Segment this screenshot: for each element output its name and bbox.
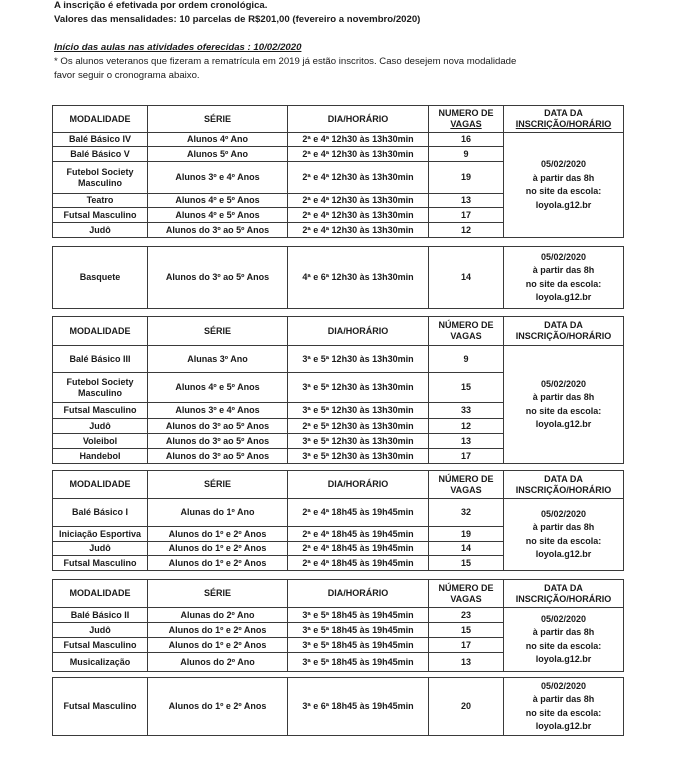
cell-serie: Alunos do 1º e 2º Anos — [148, 527, 288, 542]
cell-vagas: 19 — [429, 162, 504, 194]
cell-inscricao-info — [504, 499, 624, 571]
note-line-2: favor seguir o cronograma abaixo. — [54, 70, 200, 81]
inscricao-where: no site da escola: — [525, 278, 602, 289]
note-line-1: * Os alunos veteranos que fizeram a rematrícula em 2019 já estão inscritos. Caso desejem nova modalidade — [54, 56, 517, 67]
cell-modalidade: Judô — [53, 419, 148, 434]
cell-serie: Alunos do 3º ao 5º Anos — [148, 449, 288, 464]
cell-modalidade: Futsal Masculino — [53, 678, 148, 736]
cell-serie: Alunos 5º Ano — [148, 147, 288, 162]
table-row — [53, 678, 624, 736]
header-modalidade: MODALIDADE — [53, 471, 148, 499]
header-modalidade: MODALIDADE — [53, 106, 148, 133]
cell-modalidade: Iniciação Esportiva — [53, 527, 148, 542]
cell-dia: 2ª e 4ª 12h30 às 13h30min — [288, 162, 429, 194]
cell-dia: 2ª e 4ª 18h45 às 19h45min — [288, 527, 429, 542]
inscricao-where: no site da escola: — [525, 186, 602, 196]
table-header-row — [53, 471, 624, 499]
schedule-table-2 — [52, 246, 624, 309]
inscricao-time: à partir das 8h — [532, 392, 595, 402]
cell-serie: Alunos 4º e 5º Anos — [148, 194, 288, 208]
cell-modalidade: Teatro — [53, 194, 148, 208]
schedule-table-3 — [52, 316, 624, 464]
cell-dia: 3ª e 5ª 12h30 às 13h30min — [288, 403, 429, 419]
header-inscricao-line2: INSCRIÇÃO/HORÁRIO — [515, 331, 612, 341]
cell-modalidade: Judô — [53, 623, 148, 638]
cell-vagas: 20 — [429, 678, 504, 736]
schedule-table-1 — [52, 105, 624, 238]
cell-serie: Alunos do 1º e 2º Anos — [148, 542, 288, 556]
table-header-row — [53, 317, 624, 346]
header-vagas-line1: NUMERO DE — [438, 108, 494, 118]
cell-serie: Alunos do 2º Ano — [148, 653, 288, 672]
cell-vagas: 14 — [429, 542, 504, 556]
cell-serie: Alunos do 1º e 2º Anos — [148, 678, 288, 736]
inscricao-date: 05/02/2020 — [540, 508, 587, 519]
cell-vagas: 15 — [429, 556, 504, 571]
cell-vagas: 17 — [429, 208, 504, 223]
cell-vagas: 33 — [429, 403, 504, 419]
inscricao-site-link[interactable]: loyola.g12.br — [535, 419, 592, 429]
inscricao-date: 05/02/2020 — [540, 613, 587, 624]
intro-line-1: A inscrição é efetivada por ordem cronológica. — [54, 0, 268, 11]
cell-modalidade: Judô — [53, 223, 148, 238]
inscricao-where: no site da escola: — [525, 640, 602, 651]
cell-modalidade: Musicalização — [53, 653, 148, 672]
cell-modalidade: Balé Básico I — [53, 499, 148, 527]
inscricao-date: 05/02/2020 — [540, 251, 587, 262]
cell-modalidade: Futsal Masculino — [53, 556, 148, 571]
cell-serie: Alunas do 1º Ano — [148, 499, 288, 527]
cell-vagas: 15 — [429, 623, 504, 638]
schedule-table-5 — [52, 579, 624, 672]
header-serie: SÉRIE — [148, 580, 288, 608]
cell-dia: 2ª e 4ª 12h30 às 13h30min — [288, 194, 429, 208]
header-inscricao — [504, 580, 624, 608]
cell-dia: 2ª e 5ª 12h30 às 13h30min — [288, 419, 429, 434]
header-serie: SÉRIE — [148, 106, 288, 133]
table-row — [53, 133, 624, 147]
cell-dia: 3ª e 6ª 18h45 às 19h45min — [288, 678, 429, 736]
header-dia-horario: DIA/HORÁRIO — [288, 106, 429, 133]
header-dia-horario: DIA/HORÁRIO — [288, 471, 429, 499]
cell-vagas: 14 — [429, 247, 504, 309]
cell-serie: Alunos do 1º e 2º Anos — [148, 623, 288, 638]
cell-serie: Alunos do 3º ao 5º Anos — [148, 419, 288, 434]
cell-vagas: 12 — [429, 419, 504, 434]
cell-vagas: 13 — [429, 653, 504, 672]
header-vagas-line2: VAGAS — [450, 331, 482, 341]
cell-modalidade: Voleibol — [53, 434, 148, 449]
inscricao-date: 05/02/2020 — [540, 680, 587, 691]
inscricao-where: no site da escola: — [525, 405, 602, 416]
header-vagas-line2: VAGAS — [450, 593, 482, 604]
inscricao-site-link[interactable]: loyola.g12.br — [535, 721, 592, 731]
header-vagas-line1: NÚMERO DE — [438, 320, 494, 330]
cell-serie: Alunos 4º e 5º Anos — [148, 208, 288, 223]
cell-dia: 3ª e 5ª 18h45 às 19h45min — [288, 623, 429, 638]
inscricao-time: à partir das 8h — [532, 694, 595, 704]
cell-serie: Alunos do 1º e 2º Anos — [148, 638, 288, 653]
cell-vagas: 9 — [429, 346, 504, 373]
cell-modalidade: Balé Básico III — [53, 346, 148, 373]
cell-dia: 2ª e 4ª 12h30 às 13h30min — [288, 147, 429, 162]
cell-vagas: 16 — [429, 133, 504, 147]
cell-dia: 4ª e 6ª 12h30 às 13h30min — [288, 247, 429, 309]
cell-serie: Alunos 4º e 5º Anos — [148, 373, 288, 403]
cell-modalidade: Futebol Society Masculino — [53, 162, 148, 194]
cell-dia: 2ª e 4ª 12h30 às 13h30min — [288, 133, 429, 147]
table-row — [53, 499, 624, 527]
cell-modalidade: Futsal Masculino — [53, 638, 148, 653]
header-inscricao — [504, 106, 624, 133]
table-row — [53, 247, 624, 309]
header-vagas — [429, 106, 504, 133]
cell-dia: 2ª e 4ª 12h30 às 13h30min — [288, 223, 429, 238]
header-dia-horario: DIA/HORÁRIO — [288, 580, 429, 608]
table-header-row — [53, 106, 624, 133]
cell-modalidade: Balé Básico IV — [53, 133, 148, 147]
header-inscricao — [504, 471, 624, 499]
cell-dia: 3ª e 5ª 12h30 às 13h30min — [288, 434, 429, 449]
inscricao-time: à partir das 8h — [532, 627, 595, 637]
cell-vagas: 32 — [429, 499, 504, 527]
cell-modalidade: Futsal Masculino — [53, 208, 148, 223]
cell-dia: 3ª e 5ª 18h45 às 19h45min — [288, 608, 429, 623]
cell-vagas: 17 — [429, 638, 504, 653]
cell-vagas: 13 — [429, 434, 504, 449]
intro-line-2: Valores das mensalidades: 10 parcelas de R$201,00 (fevereiro a novembro/2020) — [54, 14, 421, 25]
cell-serie: Alunos 3º e 4º Anos — [148, 162, 288, 194]
header-inscricao-line2: INSCRIÇÃO/HORÁRIO — [515, 484, 612, 495]
cell-serie: Alunos do 3º ao 5º Anos — [148, 223, 288, 238]
header-modalidade: MODALIDADE — [53, 580, 148, 608]
cell-dia: 2ª e 4ª 18h45 às 19h45min — [288, 542, 429, 556]
cell-vagas: 17 — [429, 449, 504, 464]
cell-serie: Alunos do 3º ao 5º Anos — [148, 434, 288, 449]
cell-vagas: 15 — [429, 373, 504, 403]
cell-vagas: 23 — [429, 608, 504, 623]
cell-inscricao-info — [504, 133, 624, 238]
cell-serie: Alunos 4º Ano — [148, 133, 288, 147]
header-vagas — [429, 580, 504, 608]
header-vagas-line1: NÚMERO DE — [438, 582, 494, 593]
cell-modalidade: Futebol Society Masculino — [53, 373, 148, 403]
cell-modalidade: Futsal Masculino — [53, 403, 148, 419]
cell-vagas: 12 — [429, 223, 504, 238]
header-inscricao — [504, 317, 624, 346]
header-vagas — [429, 471, 504, 499]
inscricao-site-link[interactable]: loyola.g12.br — [535, 549, 592, 559]
cell-serie: Alunas do 2º Ano — [148, 608, 288, 623]
header-inscricao-line1: DATA DA — [544, 582, 583, 593]
cell-serie: Alunos do 3º ao 5º Anos — [148, 247, 288, 309]
table-row — [53, 608, 624, 623]
header-inscricao-line1: DATA DA — [544, 108, 583, 118]
inscricao-site-link[interactable]: loyola.g12.br — [535, 292, 592, 302]
cell-modalidade: Judô — [53, 542, 148, 556]
cell-modalidade: Balé Básico II — [53, 608, 148, 623]
inscricao-site-link[interactable]: loyola.g12.br — [535, 199, 592, 210]
cell-modalidade: Handebol — [53, 449, 148, 464]
cell-vagas: 19 — [429, 527, 504, 542]
cell-serie: Alunos 3º e 4º Anos — [148, 403, 288, 419]
inscricao-site-link[interactable]: loyola.g12.br — [535, 654, 592, 664]
header-modalidade: MODALIDADE — [53, 317, 148, 346]
header-inscricao-line2: INSCRIÇÃO/HORÁRIO — [515, 119, 612, 129]
schedule-table-6 — [52, 677, 624, 736]
inscricao-where: no site da escola: — [525, 535, 602, 546]
cell-dia: 3ª e 5ª 12h30 às 13h30min — [288, 346, 429, 373]
cell-inscricao-info — [504, 247, 624, 309]
cell-dia: 2ª e 4ª 18h45 às 19h45min — [288, 556, 429, 571]
table-header-row — [53, 580, 624, 608]
cell-vagas: 9 — [429, 147, 504, 162]
cell-modalidade: Basquete — [53, 247, 148, 309]
header-inscricao-line2: INSCRIÇÃO/HORÁRIO — [515, 593, 612, 604]
cell-dia: 3ª e 5ª 12h30 às 13h30min — [288, 373, 429, 403]
cell-dia: 3ª e 5ª 12h30 às 13h30min — [288, 449, 429, 464]
header-dia-horario: DIA/HORÁRIO — [288, 317, 429, 346]
inscricao-date: 05/02/2020 — [540, 159, 587, 169]
cell-serie: Alunos do 1º e 2º Anos — [148, 556, 288, 571]
cell-inscricao-info — [504, 608, 624, 672]
header-vagas-line2: VAGAS — [450, 484, 482, 495]
inscricao-time: à partir das 8h — [532, 172, 595, 183]
cell-vagas: 13 — [429, 194, 504, 208]
header-serie: SÉRIE — [148, 471, 288, 499]
header-serie: SÉRIE — [148, 317, 288, 346]
cell-inscricao-info — [504, 678, 624, 736]
header-vagas — [429, 317, 504, 346]
inscricao-where: no site da escola: — [525, 707, 602, 718]
inscricao-date: 05/02/2020 — [540, 378, 587, 389]
schedule-table-4 — [52, 470, 624, 571]
table-row — [53, 346, 624, 373]
cell-serie: Alunas 3º Ano — [148, 346, 288, 373]
inscricao-time: à partir das 8h — [532, 522, 595, 532]
cell-modalidade: Balé Básico V — [53, 147, 148, 162]
inscricao-time: à partir das 8h — [532, 265, 595, 275]
start-heading: Início das aulas nas atividades oferecidas : 10/02/2020 — [54, 42, 302, 53]
header-inscricao-line1: DATA DA — [544, 320, 583, 330]
cell-dia: 2ª e 4ª 12h30 às 13h30min — [288, 208, 429, 223]
header-vagas-line1: NÚMERO DE — [438, 473, 494, 484]
cell-dia: 3ª e 5ª 18h45 às 19h45min — [288, 638, 429, 653]
header-vagas-line2: VAGAS — [450, 119, 482, 129]
cell-dia: 3ª e 5ª 18h45 às 19h45min — [288, 653, 429, 672]
header-inscricao-line1: DATA DA — [544, 473, 583, 484]
cell-inscricao-info — [504, 346, 624, 464]
cell-dia: 2ª e 4ª 18h45 às 19h45min — [288, 499, 429, 527]
